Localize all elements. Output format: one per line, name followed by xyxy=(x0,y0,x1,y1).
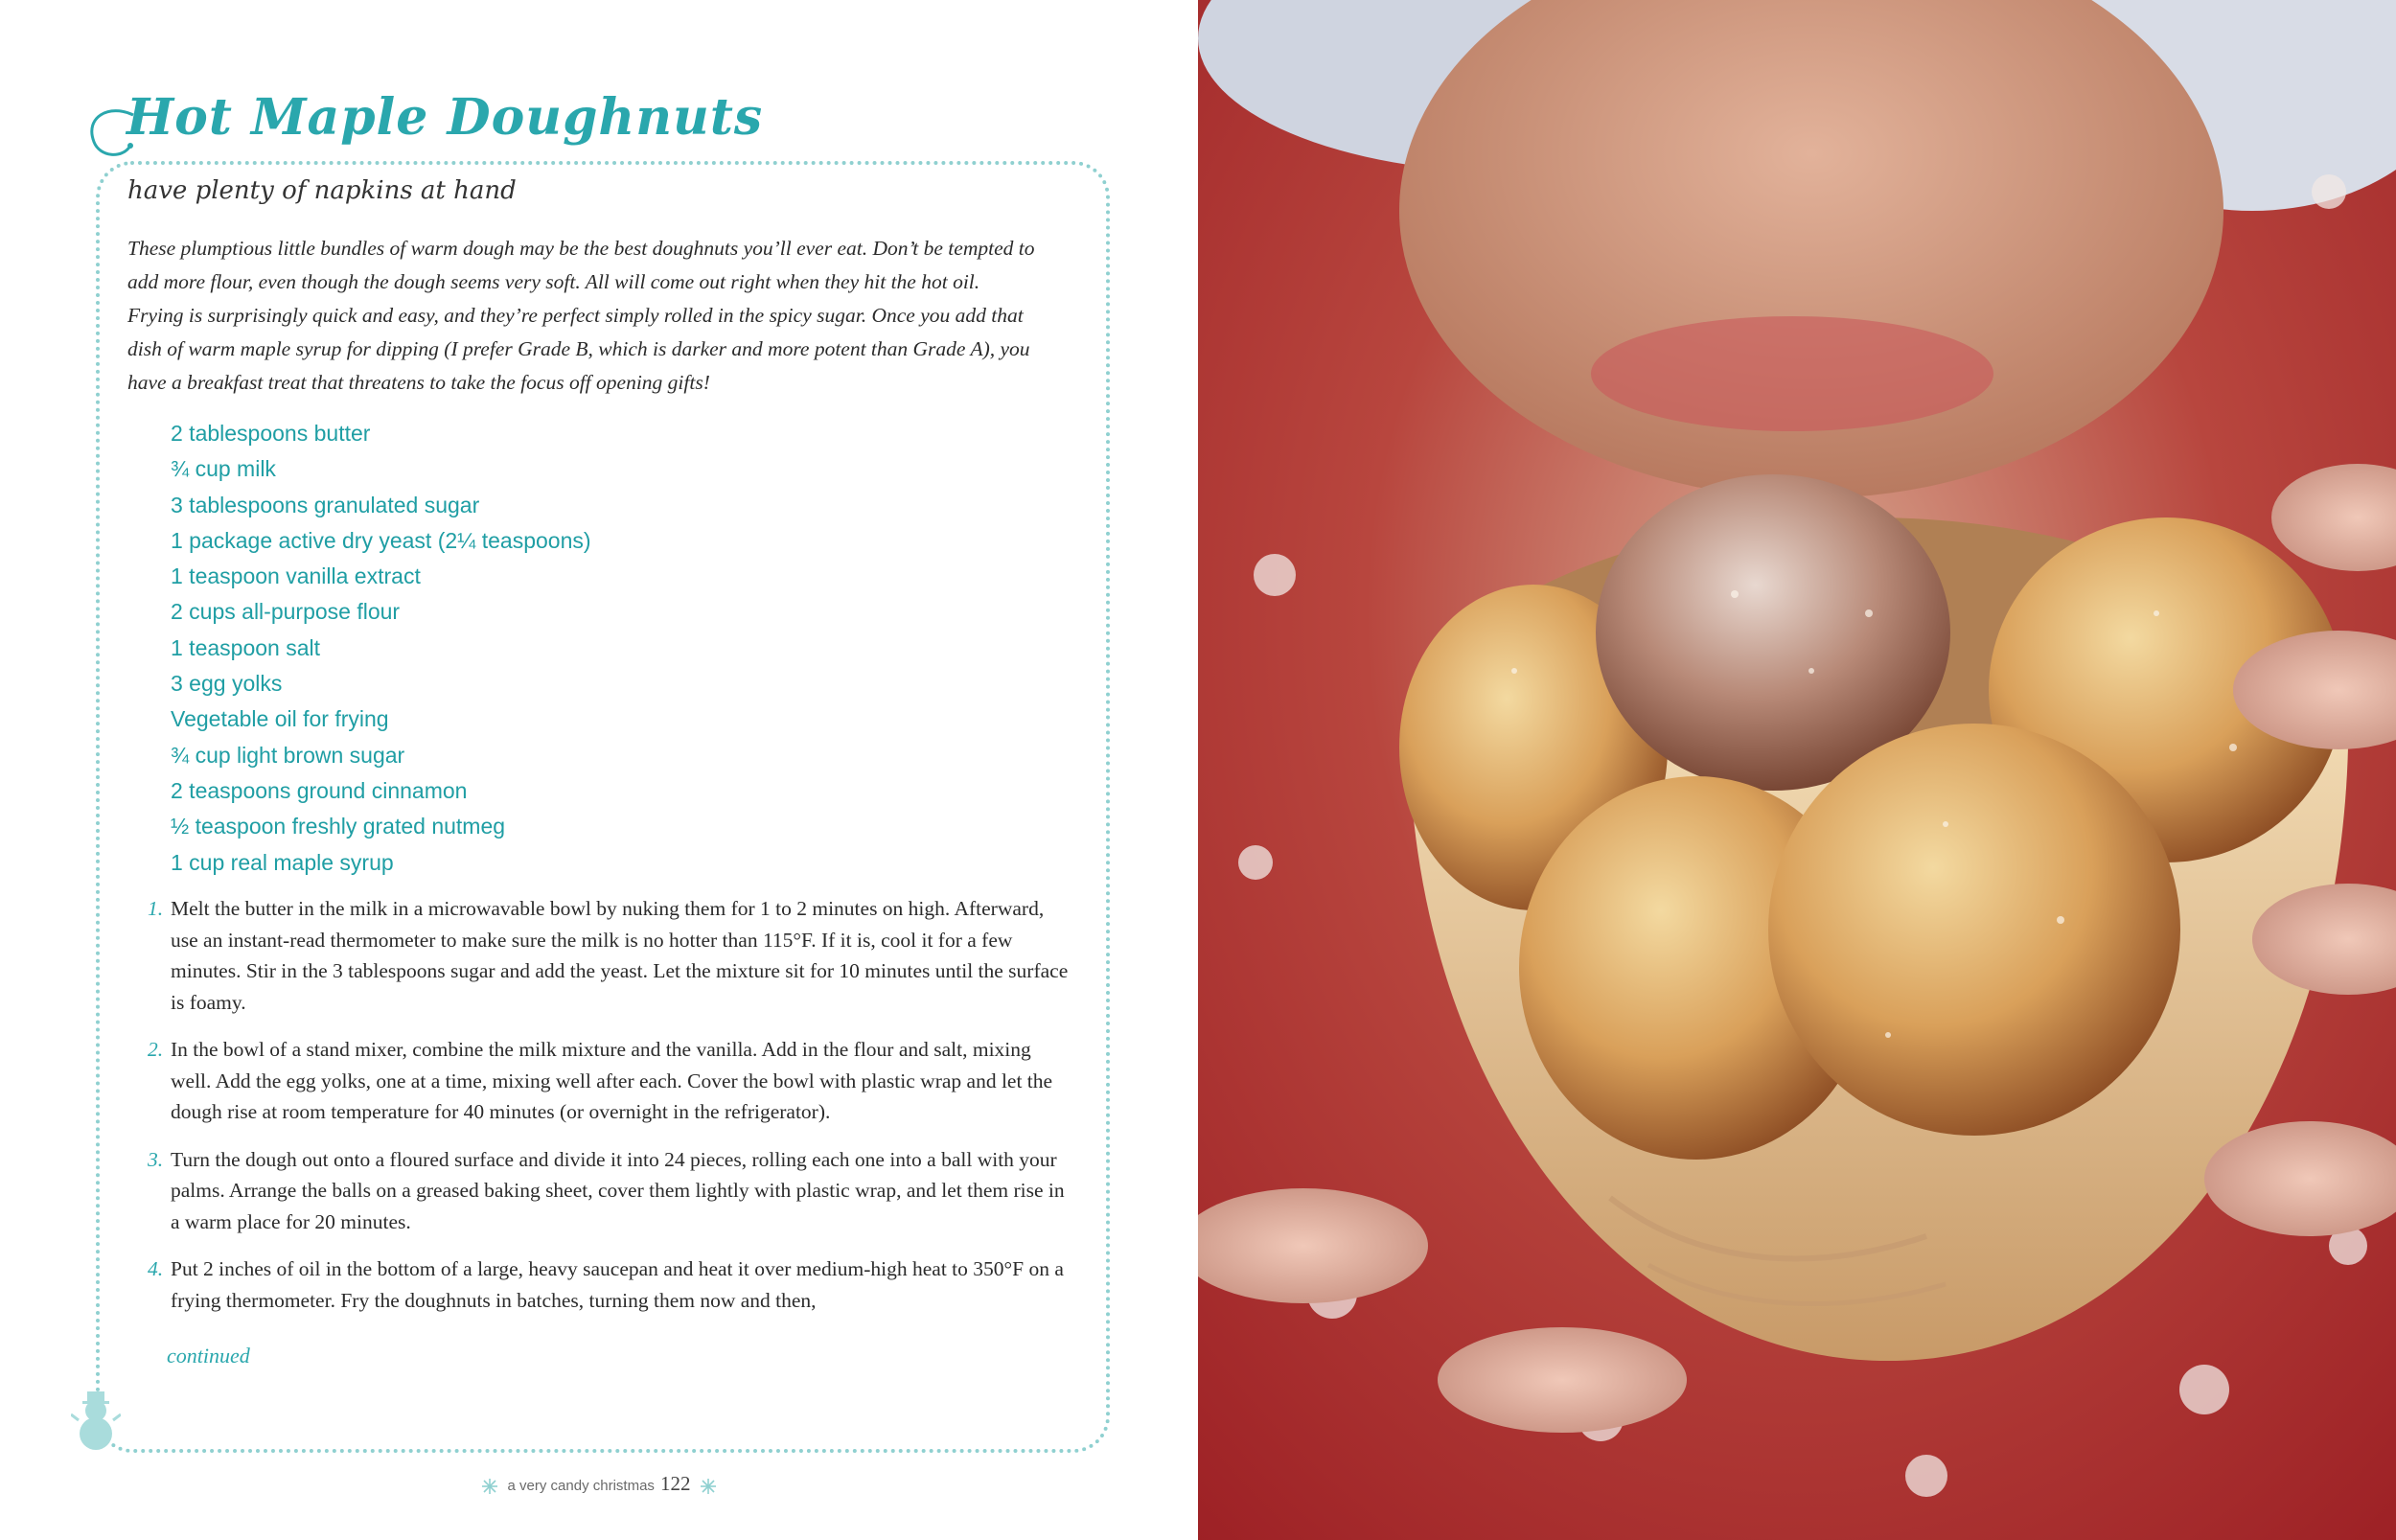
step-number: 4. xyxy=(148,1257,164,1280)
step-number: 3. xyxy=(148,1147,164,1171)
recipe-title: Hot Maple Doughnuts xyxy=(127,88,764,147)
recipe-tagline: have plenty of napkins at hand xyxy=(127,176,517,205)
snowflake-icon xyxy=(700,1478,717,1495)
recipe-intro: These plumptious little bundles of warm dough may be the best doughnuts you’ll ever eat. Don’t be tempted to add more flour, even though the dough seems very soft. All will come out right when they hit the hot oil. Frying is surprisingly quick and easy, and they’re perfect simply rolled in the spicy sugar. Once you add that dish of warm maple syrup for dipping (I prefer Grade B, which is darker and more potent than Grade A), you have a breakfast treat that threatens to take the focus off opening gifts! xyxy=(127,237,1035,394)
ingredient-item: 1 package active dry yeast (2¼ teaspoons) xyxy=(171,527,591,553)
ingredient-item: ¾ cup milk xyxy=(171,456,276,482)
ingredient-item: 2 tablespoons butter xyxy=(171,421,371,446)
snowman-icon xyxy=(71,1386,121,1453)
step-text: Put 2 inches of oil in the bottom of a large, heavy saucepan and heat it over medium-high heat to 350°F on a frying thermometer. Fry the doughnuts in batches, turning them now and then, xyxy=(171,1257,1064,1312)
step-text: Turn the dough out onto a floured surface and divide it into 24 pieces, rolling each one into a ball with your palms. Arrange the balls on a greased baking sheet, cover them lightly with plastic wrap, and let them rise in a warm place for 20 minutes. xyxy=(171,1147,1065,1233)
page-number: 122 xyxy=(659,1472,691,1495)
page-footer xyxy=(0,1472,1198,1496)
step-text: In the bowl of a stand mixer, combine the milk mixture and the vanilla. Add in the flour and salt, mixing well. Add the egg yolks, one at a time, mixing well after each. Cover the bowl with plastic wrap and let the dough rise at room temperature for 40 minutes (or overnight in the refrigerator). xyxy=(171,1038,1053,1123)
book-title: a very candy christmas xyxy=(507,1478,655,1494)
ingredient-item: ¾ cup light brown sugar xyxy=(171,742,405,768)
method-steps xyxy=(144,893,1073,1332)
continued-label: continued xyxy=(167,1344,250,1368)
ingredient-list xyxy=(171,416,591,881)
step-number: 2. xyxy=(148,1038,164,1061)
ingredient-item: Vegetable oil for frying xyxy=(171,706,389,732)
ingredient-item: ½ teaspoon freshly grated nutmeg xyxy=(171,814,506,839)
ingredient-item: 1 teaspoon salt xyxy=(171,634,321,660)
ingredient-item: 2 teaspoons ground cinnamon xyxy=(171,777,468,803)
method-step xyxy=(144,1253,1073,1316)
ingredient-item: 2 cups all-purpose flour xyxy=(171,599,401,625)
step-number: 1. xyxy=(148,897,164,920)
method-step xyxy=(144,1144,1073,1238)
ingredient-item: 3 egg yolks xyxy=(171,671,283,697)
method-step xyxy=(144,893,1073,1018)
photo-illustration xyxy=(1198,0,2396,1540)
step-text: Melt the butter in the milk in a microwavable bowl by nuking them for 1 to 2 minutes on high. Afterward, use an instant-read thermometer to make sure the milk is no hotter than 115°F. If it is, cool it for a few minutes. Stir in the 3 tablespoons sugar and add the yeast. Let the mixture sit for 10 minutes until the surface is foamy. xyxy=(171,897,1069,1014)
ingredient-item: 3 tablespoons granulated sugar xyxy=(171,492,480,517)
ingredient-item: 1 teaspoon vanilla extract xyxy=(171,563,421,589)
method-step xyxy=(144,1034,1073,1128)
snowflake-icon xyxy=(481,1478,498,1495)
ingredient-item: 1 cup real maple syrup xyxy=(171,849,394,875)
doughnut-photo xyxy=(1198,0,2396,1540)
